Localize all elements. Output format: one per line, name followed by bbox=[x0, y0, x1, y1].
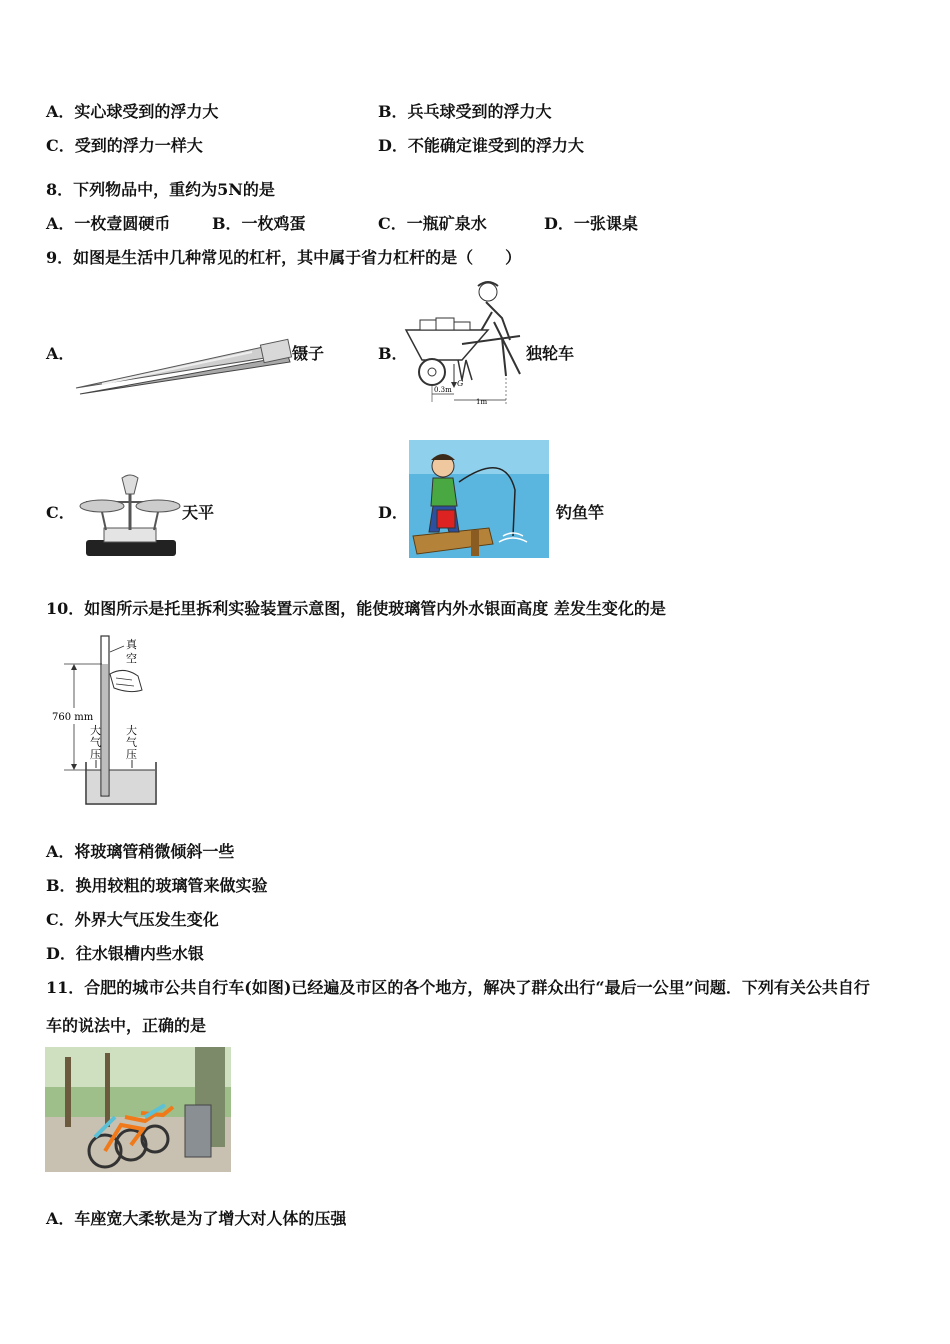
q10-option-b: B．换用较粗的玻璃管来做实验 bbox=[46, 876, 268, 895]
q7-option-c: C．受到的浮力一样大 bbox=[46, 136, 203, 155]
q10-option-a: A．将玻璃管稍微倾斜一些 bbox=[46, 842, 235, 861]
torricelli-vacuum-char-2: 空 bbox=[126, 652, 137, 665]
q8-option-a: A．一枚壹圆硬币 bbox=[46, 214, 171, 233]
torricelli-apparatus-image bbox=[50, 632, 162, 808]
q9-option-d-label: 钓鱼竿 bbox=[556, 503, 605, 522]
q7-option-b: B．兵乓球受到的浮力大 bbox=[378, 102, 552, 121]
q9-option-b-letter: B． bbox=[378, 344, 408, 363]
q8-option-c: C．一瓶矿泉水 bbox=[378, 214, 487, 233]
q9-option-c-label: 天平 bbox=[182, 503, 215, 522]
atm-right-char-2: 气 bbox=[126, 736, 137, 749]
q9-stem: 9．如图是生活中几种常见的杠杆，其中属于省力杠杆的是（ ） bbox=[46, 248, 522, 267]
q9-option-a-letter: A． bbox=[46, 344, 75, 363]
q7-option-d: D．不能确定谁受到的浮力大 bbox=[378, 136, 584, 155]
atm-left-char-2: 气 bbox=[90, 736, 101, 749]
torricelli-height-label: 760 mm bbox=[52, 712, 94, 723]
wheelbarrow-image bbox=[402, 278, 528, 406]
q8-option-b: B．一枚鸡蛋 bbox=[212, 214, 306, 233]
balance-scale-image bbox=[76, 472, 184, 564]
q11-stem-line-1: 11．合肥的城市公共自行车(如图)已经遍及市区的各个地方，解决了群众出行“最后一公里”问题．下列有关公共自行 bbox=[46, 978, 870, 997]
torricelli-vacuum-char-1: 真 bbox=[126, 638, 137, 651]
wheelbarrow-distance-long: 1m bbox=[476, 398, 488, 406]
q10-option-d: D．往水银槽内些水银 bbox=[46, 944, 204, 963]
q10-option-c: C．外界大气压发生变化 bbox=[46, 910, 219, 929]
wheelbarrow-distance-short: 0.3m bbox=[434, 386, 452, 394]
q9-option-b-label: 独轮车 bbox=[526, 344, 575, 363]
q9-option-a-label: 镊子 bbox=[292, 344, 325, 363]
q11-option-a: A．车座宽大柔软是为了增大对人体的压强 bbox=[46, 1209, 347, 1228]
q9-option-d-letter: D． bbox=[378, 503, 408, 522]
tweezers-image bbox=[72, 336, 294, 400]
atm-right-char-3: 压 bbox=[126, 748, 137, 761]
public-bicycles-photo bbox=[45, 1047, 231, 1172]
atm-left-char-1: 大 bbox=[90, 724, 101, 737]
q8-option-d: D．一张课桌 bbox=[544, 214, 638, 233]
q9-option-c-letter: C． bbox=[46, 503, 75, 522]
fishing-rod-image bbox=[409, 440, 549, 558]
q7-option-a: A．实心球受到的浮力大 bbox=[46, 102, 219, 121]
q11-stem-line-2: 车的说法中，正确的是 bbox=[46, 1016, 207, 1035]
q8-stem: 8．下列物品中，重约为5N的是 bbox=[46, 180, 275, 199]
wheelbarrow-g-label: G bbox=[457, 379, 464, 388]
atm-left-char-3: 压 bbox=[90, 748, 101, 761]
q10-stem: 10．如图所示是托里拆利实验装置示意图，能使玻璃管内外水银面高度 差发生变化的是 bbox=[46, 599, 666, 618]
atm-right-char-1: 大 bbox=[126, 724, 137, 737]
